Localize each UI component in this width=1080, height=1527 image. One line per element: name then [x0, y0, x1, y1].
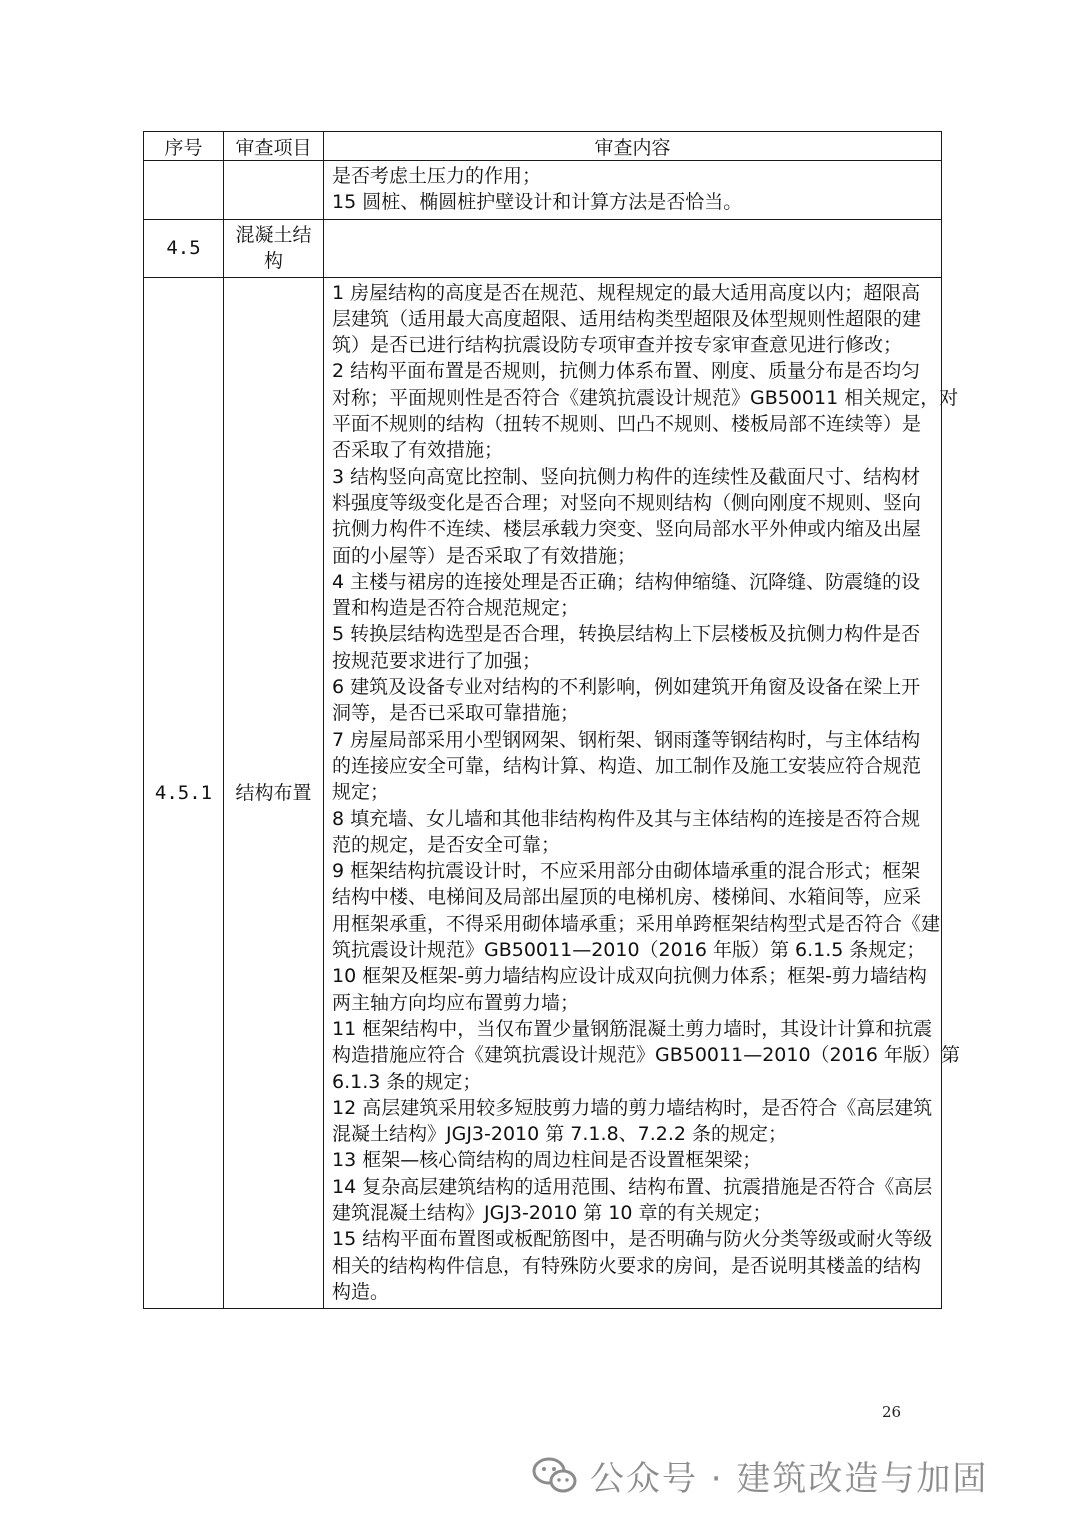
content-line: 平面不规则的结构（扭转不规则、凹凸不规则、楼板局部不连续等）是	[332, 413, 922, 436]
content-line: 两主轴方向均应布置剪力墙；	[332, 991, 580, 1014]
content-line: 洞等，是否已采取可靠措施；	[332, 702, 580, 725]
section-content	[324, 219, 942, 277]
content-line: 筑）是否已进行结构抗震设防专项审查并按专家审查意见进行修改；	[332, 334, 903, 357]
watermark	[530, 1450, 988, 1500]
main-num: 4.5.1	[144, 277, 224, 1309]
content-line: 相关的结构构件信息，有特殊防火要求的房间，是否说明其楼盖的结构	[332, 1254, 922, 1277]
content-line: 规定；	[332, 781, 390, 804]
section-item-line: 混凝土结	[235, 224, 312, 247]
content-line: 面的小屋等）是否采取了有效措施；	[332, 544, 637, 567]
content-line: 6 建筑及设备专业对结构的不利影响，例如建筑开角窗及设备在梁上开	[332, 676, 921, 699]
content-line: 用框架承重，不得采用砌体墙承重；采用单跨框架结构型式是否符合《建	[332, 912, 941, 935]
main-item: 结构布置	[224, 277, 324, 1309]
table-header-row	[144, 132, 942, 161]
content-line: 9 框架结构抗震设计时，不应采用部分由砌体墙承重的混合形式；框架	[332, 860, 921, 883]
section-item	[224, 219, 324, 277]
watermark-text: 公众号 · 建筑改造与加固	[590, 1458, 989, 1499]
content-line: 6.1.3 条的规定；	[332, 1070, 482, 1093]
content-line: 置和构造是否符合规范规定；	[332, 597, 580, 620]
content-line: 按规范要求进行了加强；	[332, 649, 542, 672]
content-line: 7 房屋局部采用小型钢网架、钢桁架、钢雨蓬等钢结构时，与主体结构	[332, 728, 921, 751]
header-num: 序号	[144, 132, 224, 161]
content-line: 构造。	[332, 1280, 390, 1303]
table-row-main	[144, 277, 942, 1309]
section-num: 4.5	[144, 219, 224, 277]
content-line: 筑抗震设计规范》GB50011—2010（2016 年版）第 6.1.5 条规定；	[332, 939, 926, 962]
table-row-continued	[144, 161, 942, 220]
content-line: 的连接应安全可靠，结构计算、构造、加工制作及施工安装应符合规范	[332, 754, 922, 777]
content-line: 8 填充墙、女儿墙和其他非结构构件及其与主体结构的连接是否符合规	[332, 807, 921, 830]
table-row-section	[144, 219, 942, 277]
content-line: 是否考虑土压力的作用；	[332, 165, 542, 187]
content-line: 抗侧力构件不连续、楼层承载力突变、竖向局部水平外伸或内缩及出屋	[332, 518, 922, 541]
content-line: 15 结构平面布置图或板配筋图中，是否明确与防火分类等级或耐火等级	[332, 1228, 933, 1251]
content-line: 料强度等级变化是否合理；对竖向不规则结构（侧向刚度不规则、竖向	[332, 491, 922, 514]
continued-num	[144, 161, 224, 220]
content-line: 层建筑（适用最大高度超限、适用结构类型超限及体型规则性超限的建	[332, 307, 922, 330]
content-line: 混凝土结构》JGJ3-2010 第 7.1.8、7.2.2 条的规定；	[332, 1123, 788, 1146]
section-item-line: 构	[263, 250, 283, 273]
continued-content	[324, 161, 942, 220]
content-line: 3 结构竖向高宽比控制、竖向抗侧力构件的连续性及截面尺寸、结构材	[332, 465, 921, 488]
content-line: 结构中楼、电梯间及局部出屋顶的电梯机房、楼梯间、水箱间等，应采	[332, 886, 922, 909]
content-line: 2 结构平面布置是否规则，抗侧力体系布置、刚度、质量分布是否均匀	[332, 360, 921, 383]
header-item: 审查项目	[224, 132, 324, 161]
content-line: 建筑混凝土结构》JGJ3-2010 第 10 章的有关规定；	[332, 1201, 772, 1224]
page-number: 26	[882, 1403, 902, 1421]
content-line: 4 主楼与裙房的连接处理是否正确；结构伸缩缝、沉降缝、防震缝的设	[332, 570, 921, 593]
content-line: 15 圆桩、椭圆桩护壁设计和计算方法是否恰当。	[332, 191, 743, 214]
review-table	[143, 131, 960, 1309]
wechat-icon	[530, 1455, 580, 1495]
content-line: 否采取了有效措施；	[332, 439, 504, 462]
content-line: 10 框架及框架-剪力墙结构应设计成双向抗侧力体系；框架-剪力墙结构	[332, 965, 927, 988]
content-line: 范的规定，是否安全可靠；	[332, 833, 561, 856]
continued-item	[224, 161, 324, 220]
content-line: 14 复杂高层建筑结构的适用范围、结构布置、抗震措施是否符合《高层	[332, 1175, 933, 1198]
content-line: 11 框架结构中，当仅布置少量钢筋混凝土剪力墙时，其设计计算和抗震	[332, 1017, 933, 1040]
content-line: 13 框架—核心筒结构的周边柱间是否设置框架梁；	[332, 1149, 762, 1172]
content-line: 对称；平面规则性是否符合《建筑抗震设计规范》GB50011 相关规定，对	[332, 386, 959, 409]
main-content	[324, 277, 960, 1309]
content-line: 5 转换层结构选型是否合理，转换层结构上下层楼板及抗侧力构件是否	[332, 623, 921, 646]
content-line: 12 高层建筑采用较多短肢剪力墙的剪力墙结构时，是否符合《高层建筑	[332, 1096, 933, 1119]
content-line: 构造措施应符合《建筑抗震设计规范》GB50011—2010（2016 年版）第	[332, 1044, 960, 1067]
content-line: 1 房屋结构的高度是否在规范、规程规定的最大适用高度以内；超限高	[332, 281, 921, 304]
header-content: 审查内容	[324, 132, 942, 161]
